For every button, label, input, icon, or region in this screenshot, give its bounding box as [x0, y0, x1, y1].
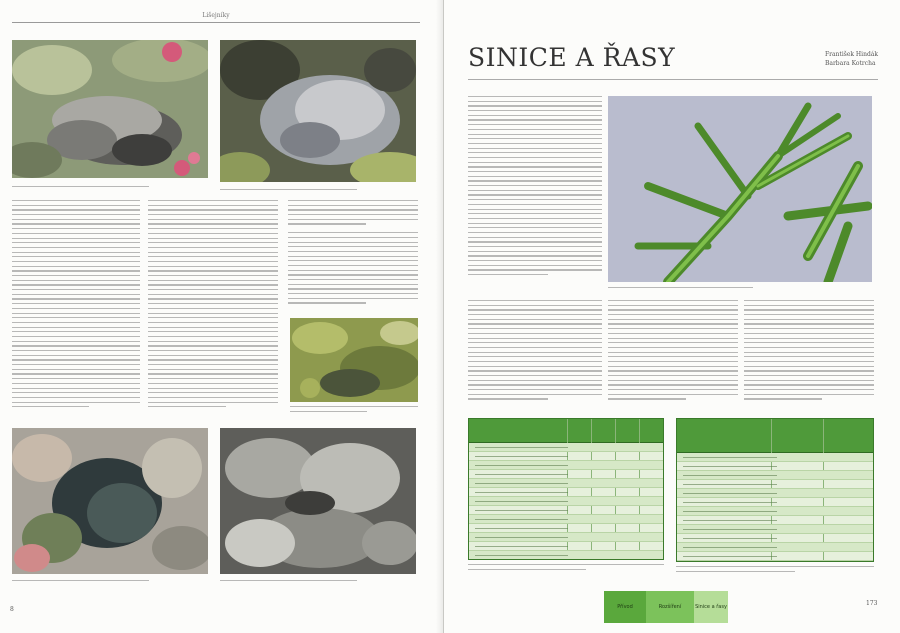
body-text-column-r2 [608, 300, 738, 410]
tab-sinice-a-rasy[interactable]: Sinice a řasy [694, 591, 728, 623]
photo-caption-5 [220, 578, 416, 585]
author-2: Barbara Kotrcha [824, 60, 876, 67]
body-text-column-2 [148, 200, 278, 418]
chapter-title: SINICE A ŘASY [468, 43, 676, 72]
left-page [0, 0, 444, 633]
lichen-photo-1 [12, 40, 208, 178]
photo-caption-1 [12, 184, 208, 191]
table-row [677, 489, 873, 498]
table-row [677, 543, 873, 552]
table-row [469, 488, 663, 497]
table-row [469, 506, 663, 515]
table-row [469, 461, 663, 470]
table-row [469, 533, 663, 542]
table-2-caption [676, 566, 874, 575]
table-1-caption [468, 564, 664, 573]
table-row [469, 443, 663, 452]
author-1: František Hindák [824, 51, 878, 58]
data-table-2 [676, 418, 874, 562]
title-rule [468, 79, 878, 80]
lichen-photo-3 [290, 318, 418, 402]
table-row [469, 542, 663, 551]
tab-rozsireni[interactable]: Rozšíření [646, 591, 694, 623]
table-row [677, 498, 873, 507]
algae-micrograph [608, 96, 872, 282]
body-text-column-3 [288, 200, 418, 310]
table-row [677, 552, 873, 561]
body-text-column-1 [12, 200, 140, 418]
body-text-column-r3 [744, 300, 874, 410]
data-table-1 [468, 418, 664, 560]
table-row [677, 462, 873, 471]
table-row [469, 497, 663, 506]
intro-text-column [468, 96, 602, 294]
right-page-number: 173 [866, 600, 878, 607]
section-tabs [604, 591, 728, 623]
photo-caption-3 [290, 406, 418, 415]
table-row [677, 525, 873, 534]
table-row [469, 452, 663, 461]
lichen-photo-5 [220, 428, 416, 574]
table-row [677, 453, 873, 462]
tab-privod[interactable]: Přívod [604, 591, 646, 623]
left-page-number: 8 [10, 606, 14, 613]
table-row [677, 507, 873, 516]
table-row [469, 515, 663, 524]
photo-caption-2 [220, 187, 416, 194]
photo-caption-4 [12, 578, 208, 585]
table-row [677, 471, 873, 480]
table-row [469, 524, 663, 533]
chapter-authors [825, 50, 878, 68]
micrograph-caption [608, 286, 872, 292]
table-row [677, 534, 873, 543]
right-page [444, 0, 900, 633]
body-text-column-r1 [468, 300, 602, 410]
lichen-photo-2 [220, 40, 416, 182]
table-row [469, 470, 663, 479]
table-row [677, 516, 873, 525]
lichen-photo-4 [12, 428, 208, 574]
table-1-header [469, 419, 663, 443]
table-row [469, 551, 663, 560]
table-2-header [677, 419, 873, 453]
running-head: Lišejníky [12, 12, 420, 23]
table-row [677, 480, 873, 489]
table-row [469, 479, 663, 488]
